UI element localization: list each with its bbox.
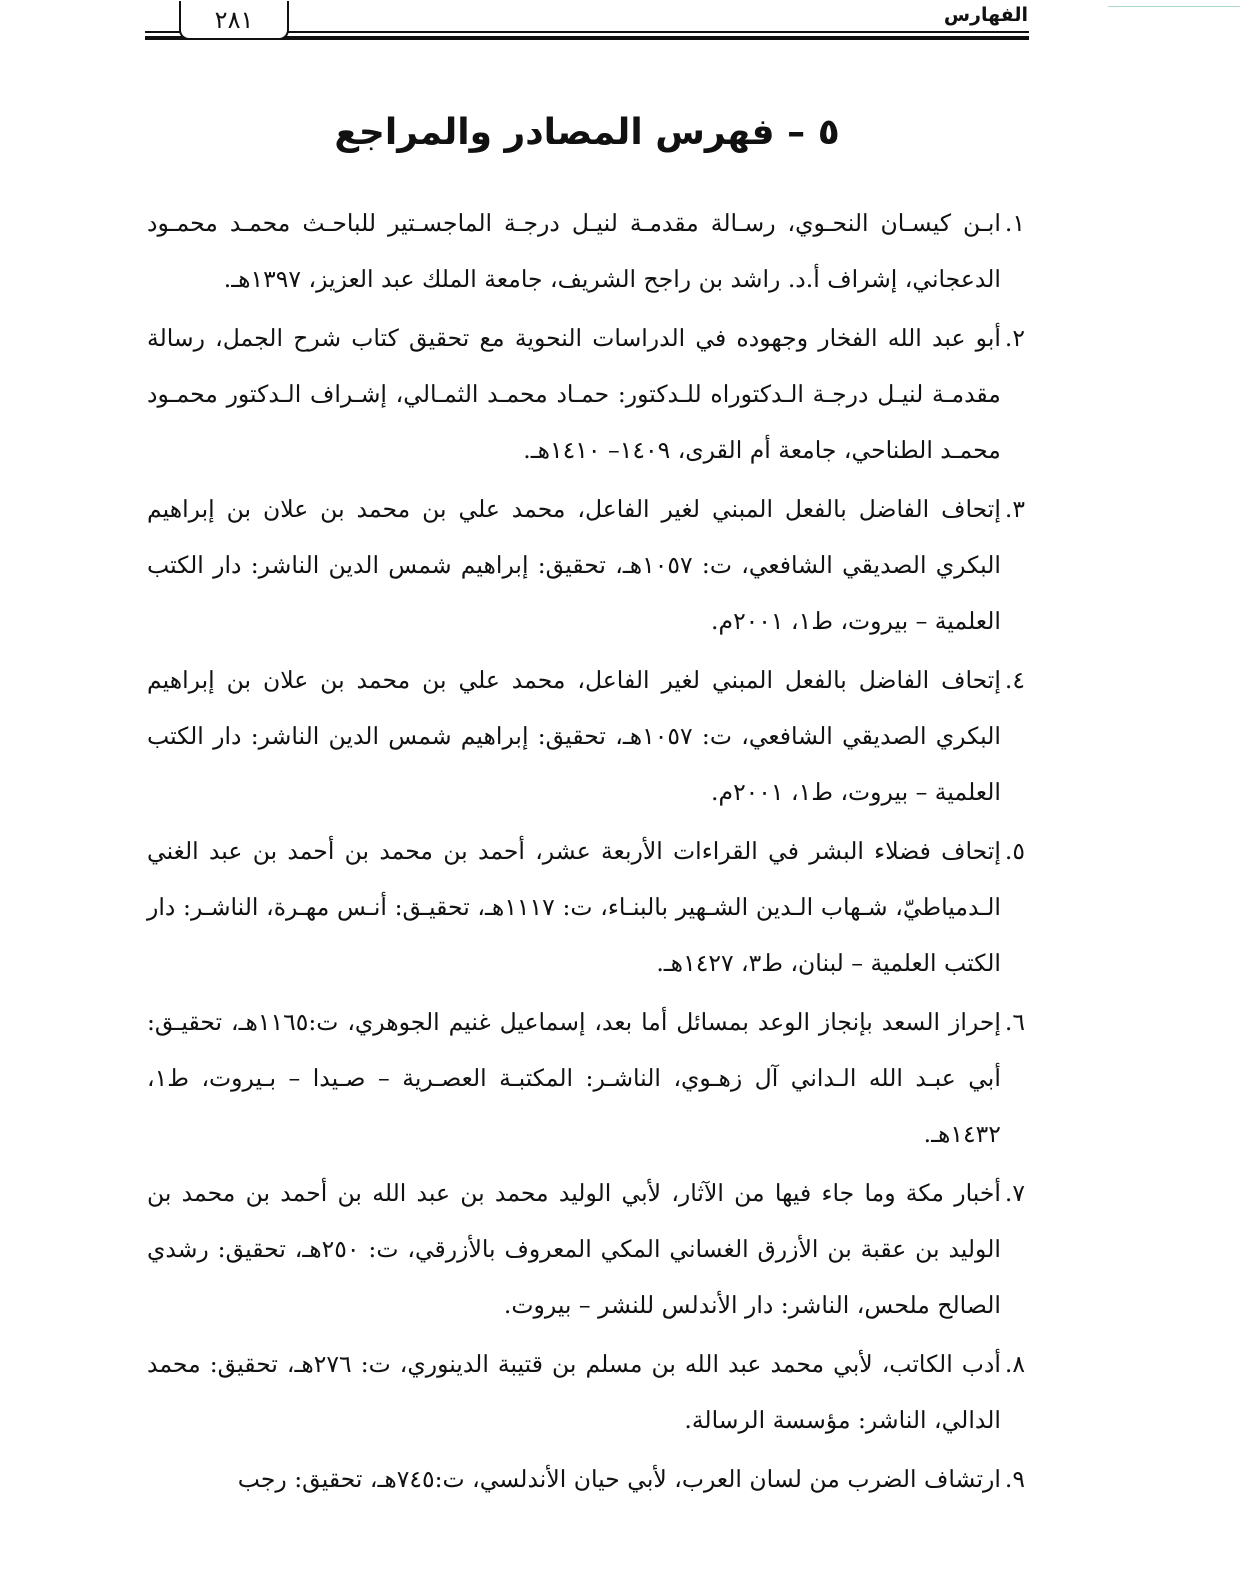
entry-number: ٦. <box>1004 1008 1025 1036</box>
reference-entry <box>147 310 1025 478</box>
entry-number: ٧. <box>1004 1179 1025 1207</box>
page-number: ٢٨١ <box>179 1 289 40</box>
corner-mark <box>1108 0 1240 7</box>
entry-text: ارتشاف الضرب من لسان العرب، لأبي حيان الأندلسي، ت:٧٤٥هـ، تحقيق: رجب <box>237 1465 1001 1493</box>
entry-text: أبو عبد الله الفخار وجهوده في الدراسات النحوية مع تحقيق كتاب شرح الجمل، رسالة مقدمـة لنيـل درجـة الـدكتوراه للـدكتور: حمـاد محمـد الثمـالي، إشـراف الـدكتور محمـود محمـد الطناحي، جامعة أم القرى، ١٤٠٩– ١٤١٠هـ. <box>147 324 1001 464</box>
entry-text: ابـن كيسـان النحـوي، رسـالة مقدمـة لنيـل درجـة الماجسـتير للباحـث محمـد محمـود الدعجاني، إشراف أ.د. راشد بن راجح الشريف، جامعة الملك عبد العزيز، ١٣٩٧هـ. <box>147 209 1001 293</box>
reference-entry <box>147 195 1025 307</box>
entry-number: ٢. <box>1004 324 1025 352</box>
reference-entry <box>147 652 1025 820</box>
reference-entry <box>147 994 1025 1162</box>
reference-entry <box>147 1451 1025 1507</box>
entry-number: ١. <box>1004 209 1025 237</box>
entry-text: إحراز السعد بإنجاز الوعد بمسائل أما بعد، إسماعيل غنيم الجوهري، ت:١١٦٥هـ، تحقيـق: أبي عبـد الله الـداني آل زهـوي، الناشـر: المكتبـة العصـرية – صـيدا – بـيروت، ط١، ١٤٣٢هـ. <box>147 1008 1001 1148</box>
page-title: ٥ – فهرس المصادر والمراجع <box>334 112 840 153</box>
reference-entry <box>147 823 1025 991</box>
entry-number: ٨. <box>1004 1350 1025 1378</box>
entry-text: إتحاف الفاضل بالفعل المبني لغير الفاعل، محمد علي بن محمد بن علان بن إبراهيم البكري الصديقي الشافعي، ت: ١٠٥٧هـ، تحقيق: إبراهيم شمس الدين الناشر: دار الكتب العلمية – بيروت، ط١، ٢٠٠١م. <box>147 495 1001 635</box>
entry-number: ٤. <box>1004 666 1025 694</box>
running-head: الفهارس <box>943 4 1028 26</box>
entry-text: أخبار مكة وما جاء فيها من الآثار، لأبي الوليد محمد بن عبد الله بن أحمد بن محمد بن الوليد بن عقبة بن الأزرق الغساني المكي المعروف بالأزرقي، ت: ٢٥٠هـ، تحقيق: رشدي الصالح ملحس، الناشر: دار الأندلس للنشر – بيروت. <box>147 1179 1001 1319</box>
entry-text: أدب الكاتب، لأبي محمد عبد الله بن مسلم بن قتيبة الدينوري، ت: ٢٧٦هـ، تحقيق: محمد الدالي، الناشر: مؤسسة الرسالة. <box>147 1350 1001 1434</box>
entry-text: إتحاف الفاضل بالفعل المبني لغير الفاعل، محمد علي بن محمد بن علان بن إبراهيم البكري الصديقي الشافعي، ت: ١٠٥٧هـ، تحقيق: إبراهيم شمس الدين الناشر: دار الكتب العلمية – بيروت، ط١، ٢٠٠١م. <box>147 666 1001 806</box>
reference-entry <box>147 1165 1025 1333</box>
references-list <box>147 195 1025 1510</box>
entry-number: ٩. <box>1004 1465 1025 1493</box>
reference-entry <box>147 481 1025 649</box>
entry-number: ٣. <box>1004 495 1025 523</box>
entry-text: إتحاف فضلاء البشر في القراءات الأربعة عشر، أحمد بن محمد بن أحمد بن عبد الغني الـدمياطيّ، شـهاب الـدين الشـهير بالبنـاء، ت: ١١١٧هـ، تحقيـق: أنـس مهـرة، الناشـر: دار الكتب العلمية – لبنان، ط٣، ١٤٢٧هـ. <box>147 837 1001 977</box>
entry-number: ٥. <box>1004 837 1025 865</box>
reference-entry <box>147 1336 1025 1448</box>
